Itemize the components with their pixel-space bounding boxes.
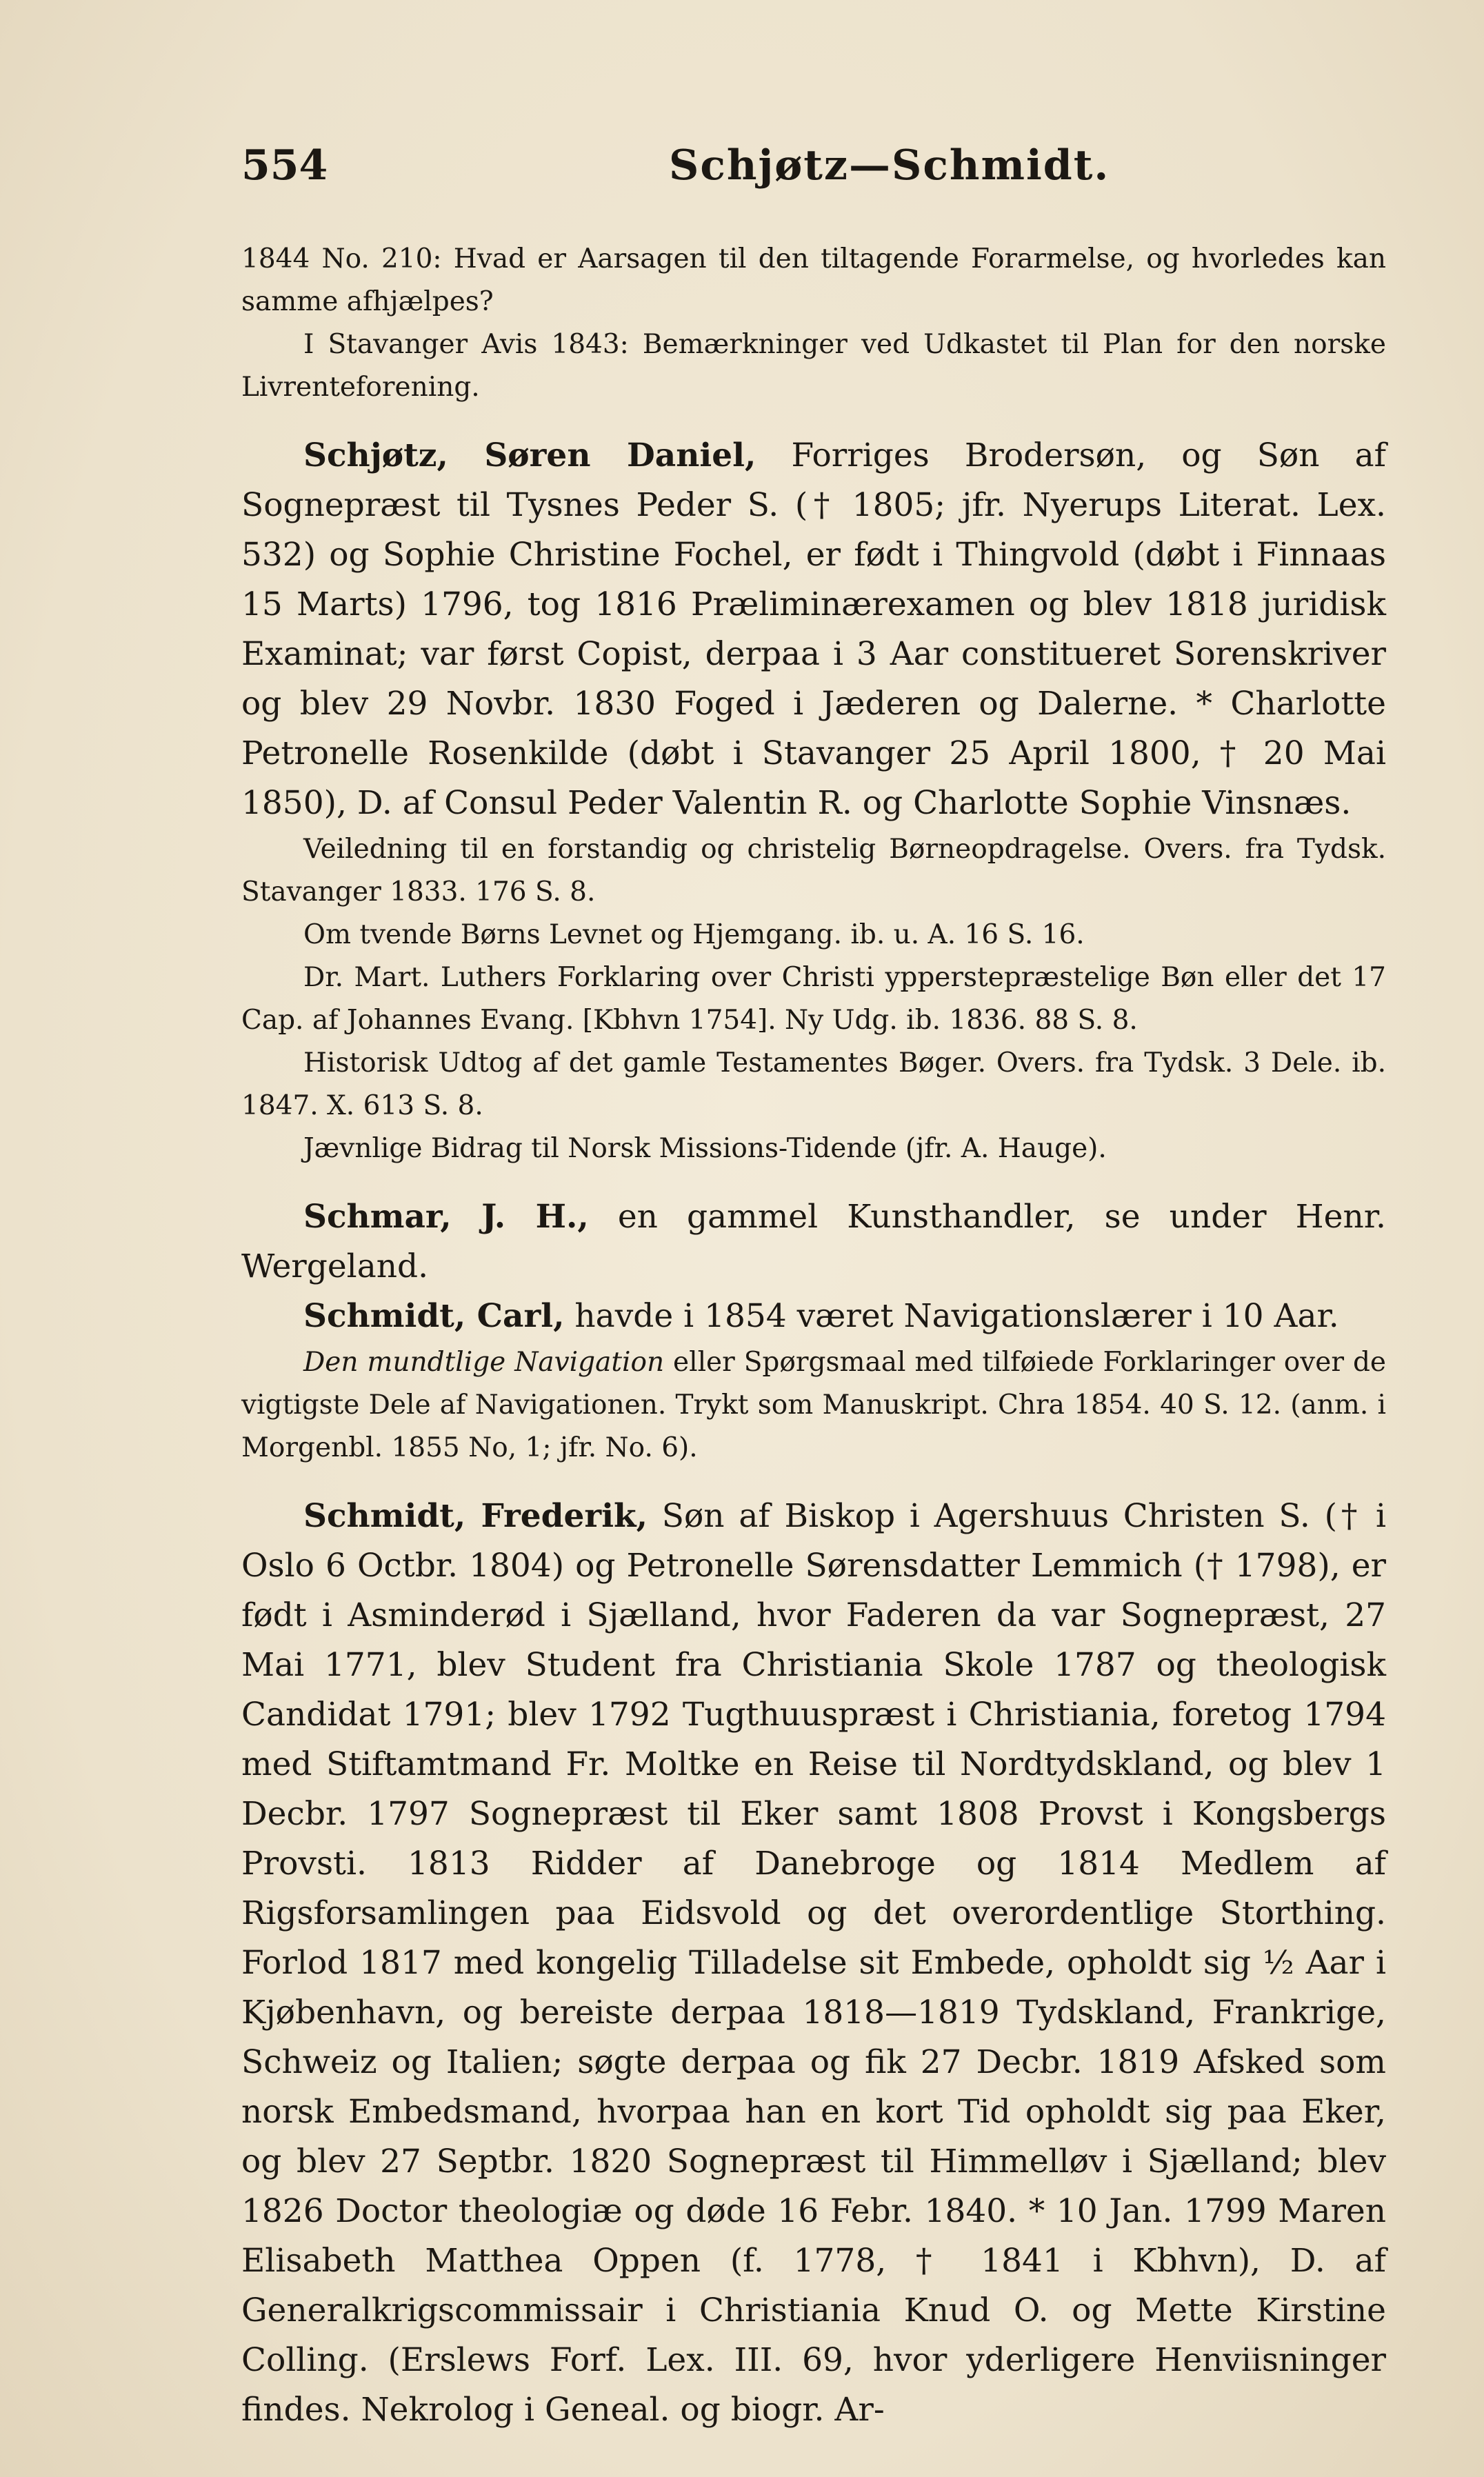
- work-citation: Historisk Udtog af det gamle Testamentes Bøger. Overs. fra Tydsk. 3 Dele. ib. 1847. X. 613 S. 8.: [241, 1047, 1386, 1121]
- work-citation: Dr. Mart. Luthers Forklaring over Christi ypperstepræstelige Bøn eller det 17 Cap. af Johannes Evang. [Kbhvn 1754]. Ny Udg. ib. 1836. 88 S. 8.: [241, 962, 1386, 1036]
- entry-text: Søn af Biskop i Agershuus Christen S. († i Oslo 6 Octbr. 1804) og Petronelle Sørensdatter Lemmich († 1798), er født i Asminderød i Sjælland, hvor Faderen da var Sognepræst, 27 Mai 1771, blev Student fra Christiania Skole 1787 og theologisk Candidat 1791; blev 1792 Tugthuuspræst i Christiania, foretog 1794 med Stiftamtmand Fr. Moltke en Reise til Nordtydskland, og blev 1 Decbr. 1797 Sognepræst til Eker samt 1808 Provst i Kongsbergs Provsti. 1813 Ridder af Danebroge og 1814 Medlem af Rigsforsamlingen paa Eidsvold og det overordentlige Storthing. Forlod 1817 med kongelig Tilladelse sit Embede, opholdt sig ½ Aar i Kjøbenhavn, og bereiste derpaa 1818—1819 Tydskland, Frankrige, Schweiz og Italien; søgte derpaa og fik 27 Decbr. 1819 Afsked som norsk Embedsmand, hvorpaa han en kort Tid opholdt sig paa Eker, og blev 27 Septbr. 1820 Sognepræst til Himmelløv i Sjælland; blev 1826 Doctor theologiæ og døde 16 Febr. 1840. * 10 Jan. 1799 Maren Elisabeth Matthea Oppen (f. 1778, † 1841 i Kbhvn), D. af Generalkrigscommissair i Christiania Knud O. og Mette Kirstine Colling. (Erslews Forf. Lex. III. 69, hvor yderligere Henviisninger findes. Nekrolog i Geneal. og biogr. Ar-: [241, 1497, 1386, 2429]
- page-header: [241, 141, 1386, 203]
- biography-entry-schmidt-frederik: [241, 1492, 1386, 2435]
- entry-headword: Schmidt, Carl,: [303, 1297, 565, 1335]
- work-citation: Om tvende Børns Levnet og Hjemgang. ib. u. A. 16 S. 16.: [303, 919, 1085, 950]
- work-title: Den mundtlige Navigation: [303, 1347, 665, 1378]
- work-details: eller Spørgsmaal med tilføiede Forklaringer over de vigtigste Dele af Navigationen. Trykt som Manuskript. Chra 1854. 40 S. 12. (anm. i Morgenbl. 1855 No, 1; jfr. No. 6).: [241, 1347, 1386, 1463]
- page-number: 554: [241, 141, 328, 190]
- entry-text: Forriges Brodersøn, og Søn af Sognepræst til Tysnes Peder S. († 1805; jfr. Nyerups Literat. Lex. 532) og Sophie Christine Fochel, er født i Thingvold (døbt i Finnaas 15 Marts) 1796, tog 1816 Præliminærexamen og blev 1818 juridisk Examinat; var først Copist, derpaa i 3 Aar constitueret Sorenskriver og blev 29 Novbr. 1830 Foged i Jæderen og Dalerne. * Charlotte Petronelle Rosenkilde (døbt i Stavanger 25 April 1800, † 20 Mai 1850), D. af Consul Peder Valentin R. og Charlotte Sophie Vinsnæs.: [241, 437, 1386, 822]
- biography-entry-schjotz: [241, 431, 1386, 828]
- work-citation: Veiledning til en forstandig og christelig Børneopdragelse. Overs. fra Tydsk. Stavanger 1833. 176 S. 8.: [241, 834, 1386, 907]
- entry-text: en gammel Kunsthandler, se under Henr. Wergeland.: [241, 1198, 1386, 1285]
- work-citation: [241, 1341, 1386, 1470]
- entry-headword: Schmar, J. H.,: [303, 1198, 589, 1236]
- biography-entry-schmidt-carl: [241, 1292, 1386, 1341]
- entry-headword: Schmidt, Frederik,: [303, 1497, 648, 1535]
- continued-entry-text: 1844 No. 210: Hvad er Aarsagen til den tiltagende Forarmelse, og hvorledes kan samme afhjælpes?: [241, 243, 1386, 317]
- entry-text: havde i 1854 været Navigationslærer i 10 Aar.: [564, 1297, 1339, 1335]
- entry-headword: Schjøtz, Søren Daniel,: [303, 437, 756, 474]
- work-citation: I Stavanger Avis 1843: Bemærkninger ved Udkastet til Plan for den norske Livrenteforening.: [241, 329, 1386, 403]
- biography-entry-schmar: [241, 1192, 1386, 1292]
- page-body: [241, 238, 1386, 2435]
- running-title: Schjøtz—Schmidt.: [669, 141, 1110, 190]
- work-citation: Jævnlige Bidrag til Norsk Missions-Tidende (jfr. A. Hauge).: [303, 1133, 1107, 1164]
